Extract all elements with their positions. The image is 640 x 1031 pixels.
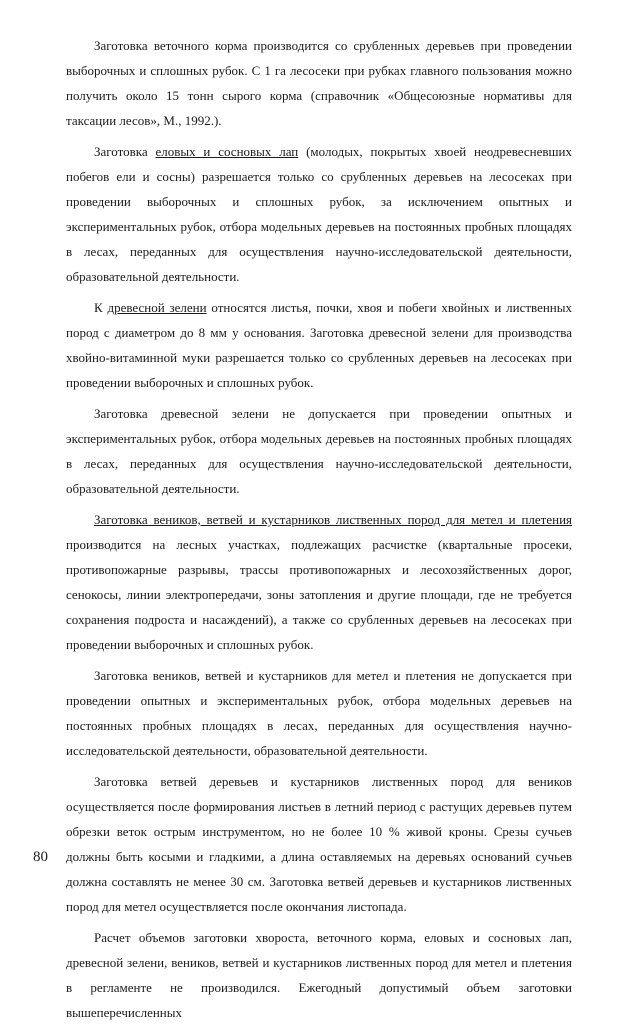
underlined-term: древесной зелени	[107, 300, 207, 315]
document-body	[66, 33, 572, 1031]
paragraph-text: Заготовка веточного корма производится со срубленных деревьев при проведении выборочных и сплошных рубок. С 1 га лесосеки при рубках главного пользования можно получить около 15 тонн сырого корма (справочник «Общесоюзные нормативы для таксации лесов», М., 1992.).	[66, 38, 572, 128]
paragraph-branch-harvest-rules	[66, 769, 572, 919]
underlined-term: Заготовка веников, ветвей и кустарников лиственных пород для метел и плетения	[94, 512, 572, 527]
paragraph-woody-greens	[66, 295, 572, 395]
paragraph-brooms-restriction	[66, 663, 572, 763]
underlined-term: еловых и сосновых лап	[155, 144, 299, 159]
paragraph-text: Заготовка ветвей деревьев и кустарников лиственных пород для веников осуществляется после формирования листьев в летний период с растущих деревьев путем обрезки веток острым инструментом, но не более 10 % живой кроны. Срезы сучьев должны быть косыми и гладкими, а длина оставляемых на деревьях оснований сучьев должна составлять не менее 30 см. Заготовка ветвей деревьев и кустарников лиственных пород для метел осуществляется после окончания листопада.	[66, 774, 572, 914]
paragraph-text: Заготовка древесной зелени не допускается при проведении опытных и экспериментальных рубок, отбора модельных деревьев на постоянных пробных площадях в лесах, переданных для осуществления научно-исследовательской деятельности, образовательной деятельности.	[66, 406, 572, 496]
paragraph-text: относятся листья, почки, хвоя и побеги хвойных и лиственных пород с диаметром до 8 мм у основания. Заготовка древесной зелени для производства хвойно-витаминной муки разрешается только со срубленных деревьев на лесосеках при проведении выборочных и сплошных рубок.	[66, 300, 573, 390]
paragraph-text: К	[94, 300, 108, 315]
paragraph-text: Расчет объемов заготовки хвороста, веточного корма, еловых и сосновых лап, древесной зелени, веников, ветвей и кустарников лиственных пород для метел и плетения в регламенте не производился. Ежегодный допустимый объем заготовки вышеперечисленных	[66, 930, 572, 1020]
paragraph-spruce-pine-paws	[66, 139, 572, 289]
paragraph-brooms-branches	[66, 507, 572, 657]
paragraph-volume-calculation	[66, 925, 572, 1025]
paragraph-text: Заготовка веников, ветвей и кустарников для метел и плетения не допускается при проведении опытных и экспериментальных рубок, отбора модельных деревьев на постоянных пробных площадях в лесах, переданных для осуществления научно-исследовательской деятельности, образовательной деятельности.	[66, 668, 572, 758]
paragraph-branch-feed	[66, 33, 572, 133]
paragraph-text: производится на лесных участках, подлежащих расчистке (квартальные просеки, противопожарные разрывы, трассы противопожарных и лесохозяйственных дорог, сенокосы, линии электропередачи, зоны затопления и другие площади, где не требуется сохранения подроста и насаждений), а также со срубленных деревьев на лесосеках при проведении выборочных и сплошных рубок.	[66, 537, 572, 652]
paragraph-text: (молодых, покрытых хвоей неодревесневших побегов ели и сосны) разрешается только со срубленных деревьев на лесосеках при проведении выборочных и сплошных рубок, за исключением опытных и экспериментальных рубок, отбора модельных деревьев на постоянных пробных площадях в лесах, переданных для осуществления научно-исследовательской деятельности, образовательной деятельности.	[66, 144, 572, 284]
page-number: 80	[33, 849, 48, 865]
paragraph-greens-restriction	[66, 401, 572, 501]
paragraph-text: Заготовка	[94, 144, 156, 159]
